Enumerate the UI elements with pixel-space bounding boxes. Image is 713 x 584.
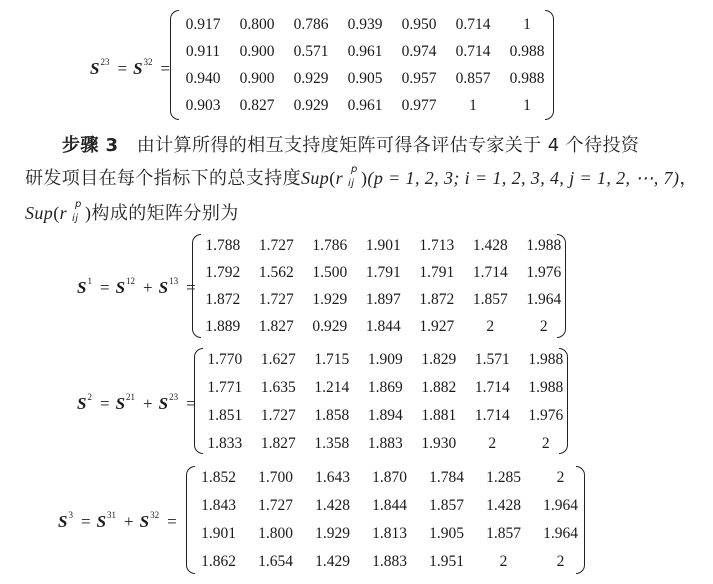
matrix-cell: 0.827 [239, 97, 275, 114]
matrix-cell: 1.881 [421, 407, 457, 424]
matrix-cell: 1.852 [201, 469, 236, 486]
paragraph-line-1 [62, 131, 639, 157]
paragraph-text-3: 构成的矩阵分别为 [91, 203, 239, 224]
matrix-cell: 1.988 [526, 237, 562, 254]
matrix-cell: 1.862 [201, 553, 236, 570]
matrix-label: $S^3 = S^{31} + S^{32}$ = [58, 510, 177, 531]
sup-function: Sup [25, 203, 54, 223]
matrix-cell: 0.714 [455, 43, 491, 60]
matrix-cell: 1.786 [312, 237, 348, 254]
matrix-cell: 1.771 [207, 379, 243, 396]
matrix-cell: 1.872 [419, 291, 455, 308]
paragraph-line-3: Sup(r p ij )构成的矩阵分别为 [25, 199, 239, 224]
matrix-cell: 1.858 [314, 407, 350, 424]
matrix-cell: 1.654 [258, 553, 293, 570]
matrix-cell: 1.909 [367, 351, 403, 368]
matrix-cell: 1.929 [312, 291, 348, 308]
matrix-cell: 1.792 [205, 264, 241, 281]
matrix-cell: 1.791 [419, 264, 455, 281]
matrix-cell: 1 [469, 97, 477, 114]
paragraph-text-2: 研发项目在每个指标下的总支持度 [25, 168, 301, 189]
matrix-cell: 1.844 [372, 497, 407, 514]
matrix-cell: 1.883 [367, 435, 403, 452]
matrix-cell: 1.851 [207, 407, 243, 424]
matrix-cell: 0.929 [293, 97, 329, 114]
matrix-cell: 1.976 [528, 407, 564, 424]
matrix-cell: 1.727 [258, 237, 294, 254]
matrix-cell: 1.889 [205, 318, 241, 335]
matrix-cell: 0.903 [185, 97, 221, 114]
matrix-cell: 0.988 [509, 43, 545, 60]
matrix-cell: 1.857 [429, 497, 464, 514]
matrix-cell: 1.714 [474, 379, 510, 396]
matrix-cell: 1.988 [528, 379, 564, 396]
matrix-cell: 1.927 [419, 318, 455, 335]
matrix-cell: 1.897 [365, 291, 401, 308]
matrix-cell: 0.857 [455, 70, 491, 87]
matrix-cell: 1.857 [486, 525, 521, 542]
matrix-cell: 1.813 [372, 525, 407, 542]
matrix-cell: 0.977 [401, 97, 437, 114]
matrix-cell: 1.727 [260, 407, 296, 424]
matrix-cell: 1.843 [201, 497, 236, 514]
matrix-cell: 1.976 [526, 264, 562, 281]
matrix-cell: 0.571 [293, 43, 329, 60]
matrix-cell: 1.715 [314, 351, 350, 368]
matrix-s3 [0, 466, 713, 574]
matrix-cell: 1.964 [543, 525, 578, 542]
matrix-cell: 0.961 [347, 97, 383, 114]
matrix-cell: 2 [488, 435, 497, 452]
matrix-cell: 2 [541, 435, 550, 452]
paragraph-line-2: 研发项目在每个指标下的总支持度Sup(r p ij )(p = 1, 2, 3; i = 1, 2, 3, 4, j = 1, 2, ⋯, 7)， [25, 164, 698, 189]
matrix-cell: 1.358 [314, 435, 350, 452]
paragraph-text-1: 由计算所得的相互支持度矩阵可得各评估专家关于 4 个待投资 [136, 135, 640, 156]
matrix-cell: 0.988 [509, 70, 545, 87]
matrix-cell: 1.964 [543, 497, 578, 514]
matrix-cell: 0.917 [185, 16, 221, 33]
matrix-cell: 1.901 [201, 525, 236, 542]
matrix-cell: 2 [539, 318, 548, 335]
matrix-cell: 0.905 [347, 70, 383, 87]
matrix-cell: 1.635 [260, 379, 296, 396]
matrix-cell: 0.940 [185, 70, 221, 87]
matrix-cell: 1.727 [258, 291, 294, 308]
matrix-cell: 0.950 [401, 16, 437, 33]
matrix-cell: 1.872 [205, 291, 241, 308]
matrix-cell: 1.988 [528, 351, 564, 368]
matrix-cell: 0.929 [293, 70, 329, 87]
matrix-cell: 0.974 [401, 43, 437, 60]
matrix-cell: 1.428 [486, 497, 521, 514]
matrix-cell: 1.784 [429, 469, 464, 486]
matrix-label: $S^2 = S^{21} + S^{23}$ = [77, 392, 196, 413]
matrix-cell: 1.894 [367, 407, 403, 424]
matrix-cell: 1.800 [258, 525, 293, 542]
matrix-cell: 0.900 [239, 70, 275, 87]
matrix-cell: 0.911 [185, 43, 221, 60]
matrix-cell: 1.951 [429, 553, 464, 570]
matrix-s1 [0, 234, 713, 338]
matrix-cell: 2 [499, 553, 508, 570]
matrix-cell: 1.901 [365, 237, 401, 254]
index-range: (p = 1, 2, 3; i = 1, 2, 3, 4, j = 1, 2, ⋯, 7) [367, 168, 680, 188]
matrix-cell: 1.791 [365, 264, 401, 281]
matrix-cell: 1.882 [421, 379, 457, 396]
matrix-label: $S^{23} = S^{32}$ = [90, 57, 171, 78]
matrix-cell: 1.869 [367, 379, 403, 396]
matrix-cell: 1.788 [205, 237, 241, 254]
matrix-cell: 1.964 [526, 291, 562, 308]
matrix-cell: 1.214 [314, 379, 350, 396]
matrix-cell: 1.428 [315, 497, 350, 514]
matrix-cell: 1 [523, 16, 531, 33]
matrix-cell: 1.833 [207, 435, 243, 452]
matrix-cell: 1.571 [474, 351, 510, 368]
matrix-cell: 1.870 [372, 469, 407, 486]
sup-function: Sup [301, 168, 330, 188]
matrix-cell: 1.929 [315, 525, 350, 542]
matrix-cell: 1.643 [315, 469, 350, 486]
matrix-cell: 1.727 [258, 497, 293, 514]
matrix-s23 [0, 10, 713, 120]
matrix-cell: 0.961 [347, 43, 383, 60]
step-label: 步骤 3 [62, 135, 119, 156]
matrix-cell: 1.905 [429, 525, 464, 542]
matrix-cell: 0.800 [239, 16, 275, 33]
matrix-cell: 1.285 [486, 469, 521, 486]
matrix-s2 [0, 348, 713, 454]
matrix-cell: 1.829 [421, 351, 457, 368]
matrix-cell: 2 [486, 318, 495, 335]
matrix-cell: 0.929 [312, 318, 348, 335]
matrix-cell: 2 [556, 469, 565, 486]
matrix-cell: 0.900 [239, 43, 275, 60]
matrix-cell: 1.700 [258, 469, 293, 486]
matrix-cell: 1.627 [260, 351, 296, 368]
matrix-cell: 1.844 [365, 318, 401, 335]
matrix-cell: 1.428 [472, 237, 508, 254]
matrix-cell: 1.883 [372, 553, 407, 570]
matrix-cell: 0.939 [347, 16, 383, 33]
matrix-cell: 1 [523, 97, 531, 114]
matrix-cell: 1.713 [419, 237, 455, 254]
matrix-cell: 0.957 [401, 70, 437, 87]
matrix-cell: 1.500 [312, 264, 348, 281]
matrix-cell: 2 [556, 553, 565, 570]
matrix-cell: 1.714 [472, 264, 508, 281]
matrix-cell: 1.714 [474, 407, 510, 424]
matrix-cell: 1.857 [472, 291, 508, 308]
r-var: r [335, 168, 344, 188]
matrix-cell: 1.562 [258, 264, 294, 281]
matrix-cell: 0.786 [293, 16, 329, 33]
matrix-cell: 1.930 [421, 435, 457, 452]
matrix-cell: 0.714 [455, 16, 491, 33]
matrix-cell: 1.827 [258, 318, 294, 335]
matrix-cell: 1.827 [260, 435, 296, 452]
matrix-cell: 1.429 [315, 553, 350, 570]
matrix-cell: 1.770 [207, 351, 243, 368]
matrix-label: $S^1 = S^{12} + S^{13}$ = [77, 276, 196, 297]
